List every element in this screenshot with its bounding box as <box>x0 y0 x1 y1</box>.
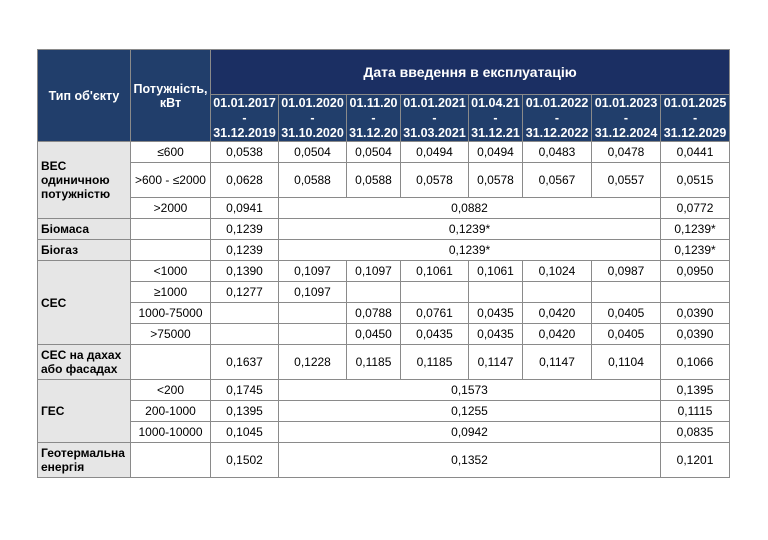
period-header: 01.01.2020 - 31.10.2020 <box>279 95 347 142</box>
value-cell: 0,0420 <box>523 324 592 345</box>
value-cell: 0,0987 <box>592 261 661 282</box>
value-cell: 0,1239* <box>279 219 661 240</box>
tariff-table <box>37 49 730 478</box>
value-cell <box>279 303 347 324</box>
value-cell: 0,0788 <box>347 303 401 324</box>
power-cell: >2000 <box>131 198 211 219</box>
value-cell: 0,0494 <box>401 142 469 163</box>
value-cell: 0,1255 <box>279 401 661 422</box>
power-cell: 1000-10000 <box>131 422 211 443</box>
value-cell <box>401 282 469 303</box>
power-cell: >600 - ≤2000 <box>131 163 211 198</box>
value-cell: 0,0405 <box>592 303 661 324</box>
value-cell: 0,1239* <box>279 240 661 261</box>
value-cell: 0,0504 <box>347 142 401 163</box>
value-cell <box>592 282 661 303</box>
value-cell: 0,0494 <box>469 142 523 163</box>
value-cell: 0,1502 <box>211 443 279 478</box>
value-cell: 0,0478 <box>592 142 661 163</box>
value-cell: 0,1352 <box>279 443 661 478</box>
value-cell: 0,1115 <box>661 401 730 422</box>
table-row <box>38 401 730 422</box>
table-row <box>38 303 730 324</box>
period-header: 01.01.2017 - 31.12.2019 <box>211 95 279 142</box>
value-cell <box>347 282 401 303</box>
value-cell: 0,0950 <box>661 261 730 282</box>
table-row <box>38 380 730 401</box>
period-header: 01.01.2022 - 31.12.2022 <box>523 95 592 142</box>
table-row <box>38 345 730 380</box>
power-cell <box>131 443 211 478</box>
value-cell: 0,1239* <box>661 240 730 261</box>
value-cell: 0,0390 <box>661 303 730 324</box>
value-cell: 0,1185 <box>401 345 469 380</box>
value-cell: 0,0578 <box>469 163 523 198</box>
power-cell: ≥1000 <box>131 282 211 303</box>
power-cell: 200-1000 <box>131 401 211 422</box>
value-cell: 0,0504 <box>279 142 347 163</box>
value-cell: 0,0882 <box>279 198 661 219</box>
value-cell: 0,0405 <box>592 324 661 345</box>
table-row <box>38 219 730 240</box>
object-type-header: Тип об'єкту <box>38 50 131 142</box>
table-row <box>38 324 730 345</box>
value-cell: 0,0835 <box>661 422 730 443</box>
value-cell: 0,1239 <box>211 240 279 261</box>
table-row <box>38 163 730 198</box>
value-cell: 0,0435 <box>469 303 523 324</box>
value-cell: 0,1201 <box>661 443 730 478</box>
value-cell: 0,0588 <box>279 163 347 198</box>
value-cell: 0,1097 <box>279 282 347 303</box>
category-hydro: ГЕС <box>38 380 131 443</box>
category-wind: ВЕС одиничною потужністю <box>38 142 131 219</box>
category-solar: СЕС <box>38 261 131 345</box>
period-header: 01.01.2021 - 31.03.2021 <box>401 95 469 142</box>
value-cell: 0,0483 <box>523 142 592 163</box>
table-row <box>38 240 730 261</box>
value-cell: 0,1390 <box>211 261 279 282</box>
value-cell <box>279 324 347 345</box>
value-cell: 0,1024 <box>523 261 592 282</box>
power-cell: 1000-75000 <box>131 303 211 324</box>
value-cell: 0,1147 <box>469 345 523 380</box>
value-cell: 0,0450 <box>347 324 401 345</box>
value-cell <box>661 282 730 303</box>
table-row <box>38 422 730 443</box>
value-cell: 0,1637 <box>211 345 279 380</box>
commissioning-date-header: Дата введення в експлуатацію <box>211 50 730 95</box>
value-cell: 0,0515 <box>661 163 730 198</box>
value-cell <box>211 324 279 345</box>
value-cell: 0,0941 <box>211 198 279 219</box>
value-cell <box>523 282 592 303</box>
period-header: 01.11.20 - 31.12.20 <box>347 95 401 142</box>
period-header: 01.01.2025 - 31.12.2029 <box>661 95 730 142</box>
power-cell <box>131 345 211 380</box>
value-cell: 0,0420 <box>523 303 592 324</box>
value-cell: 0,0578 <box>401 163 469 198</box>
power-cell <box>131 240 211 261</box>
value-cell: 0,1239* <box>661 219 730 240</box>
power-cell: ≤600 <box>131 142 211 163</box>
value-cell: 0,0538 <box>211 142 279 163</box>
value-cell: 0,0557 <box>592 163 661 198</box>
value-cell: 0,1097 <box>279 261 347 282</box>
value-cell: 0,1228 <box>279 345 347 380</box>
value-cell: 0,1061 <box>469 261 523 282</box>
value-cell: 0,1745 <box>211 380 279 401</box>
category-biogas: Біогаз <box>38 240 131 261</box>
power-cell: <200 <box>131 380 211 401</box>
value-cell: 0,0435 <box>401 324 469 345</box>
value-cell <box>211 303 279 324</box>
power-cell: >75000 <box>131 324 211 345</box>
value-cell <box>469 282 523 303</box>
value-cell: 0,0441 <box>661 142 730 163</box>
value-cell: 0,1097 <box>347 261 401 282</box>
category-geothermal: Геотермальна енергія <box>38 443 131 478</box>
value-cell: 0,1573 <box>279 380 661 401</box>
value-cell: 0,0588 <box>347 163 401 198</box>
value-cell: 0,0435 <box>469 324 523 345</box>
value-cell: 0,1147 <box>523 345 592 380</box>
value-cell: 0,1066 <box>661 345 730 380</box>
power-cell: <1000 <box>131 261 211 282</box>
table-row <box>38 198 730 219</box>
period-header: 01.04.21 - 31.12.21 <box>469 95 523 142</box>
power-cell <box>131 219 211 240</box>
value-cell: 0,0772 <box>661 198 730 219</box>
value-cell: 0,1045 <box>211 422 279 443</box>
table-row <box>38 261 730 282</box>
category-biomass: Біомаса <box>38 219 131 240</box>
value-cell: 0,1104 <box>592 345 661 380</box>
value-cell: 0,0628 <box>211 163 279 198</box>
table-row <box>38 142 730 163</box>
value-cell: 0,0761 <box>401 303 469 324</box>
table-row <box>38 282 730 303</box>
value-cell: 0,1395 <box>661 380 730 401</box>
value-cell: 0,0567 <box>523 163 592 198</box>
category-solar-roof: СЕС на дахах або фасадах <box>38 345 131 380</box>
power-header: Потужність, кВт <box>131 50 211 142</box>
value-cell: 0,1395 <box>211 401 279 422</box>
value-cell: 0,0942 <box>279 422 661 443</box>
value-cell: 0,1185 <box>347 345 401 380</box>
value-cell: 0,1061 <box>401 261 469 282</box>
value-cell: 0,1239 <box>211 219 279 240</box>
value-cell: 0,0390 <box>661 324 730 345</box>
table-row <box>38 443 730 478</box>
value-cell: 0,1277 <box>211 282 279 303</box>
period-header: 01.01.2023 - 31.12.2024 <box>592 95 661 142</box>
